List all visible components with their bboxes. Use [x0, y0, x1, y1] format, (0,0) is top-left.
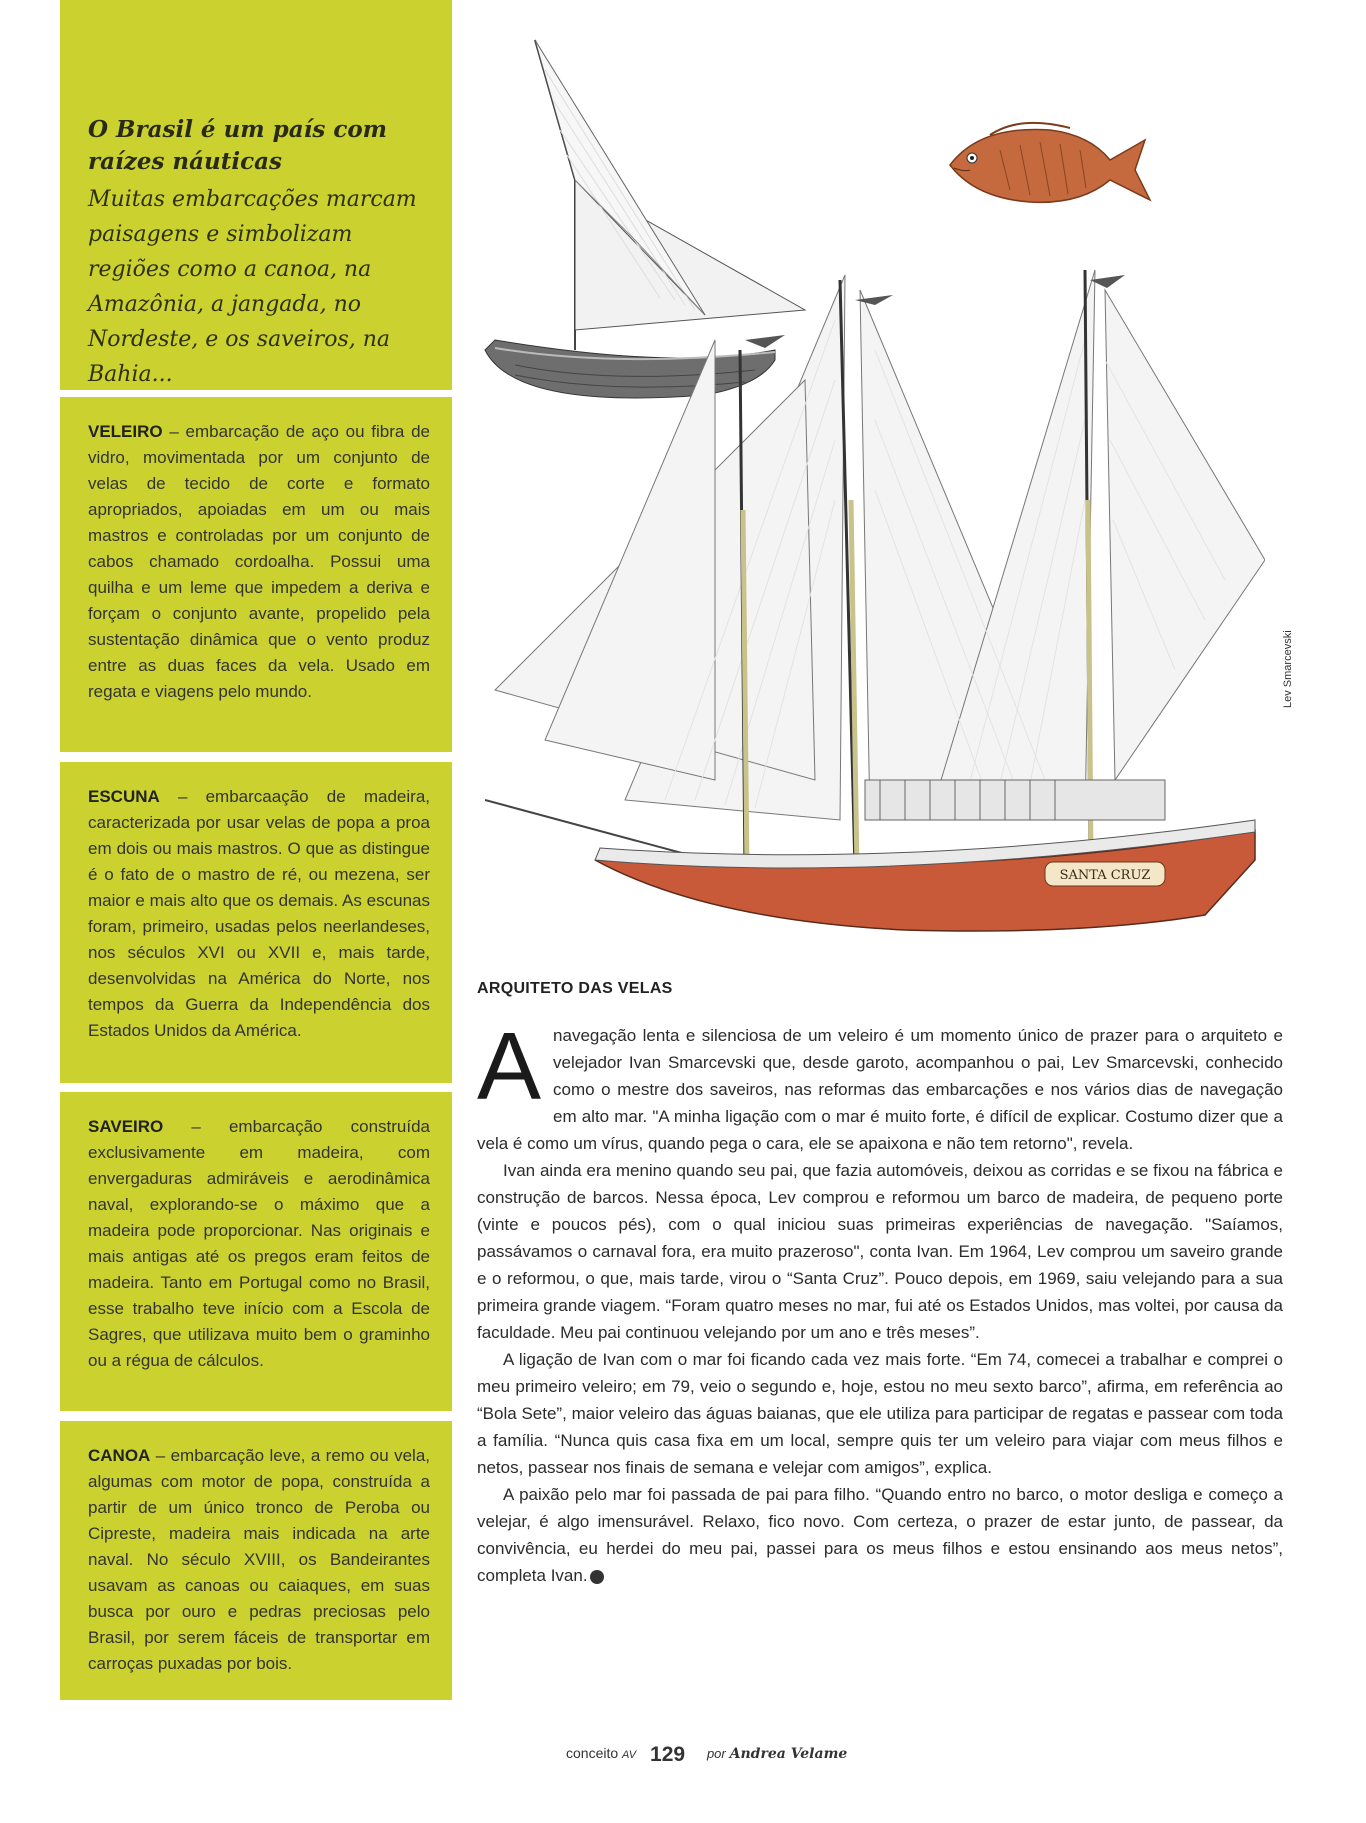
fish-illustration — [940, 110, 1155, 220]
entry-term: CANOA — [88, 1446, 151, 1465]
ship-name: SANTA CRUZ — [1059, 868, 1151, 883]
intro-lead: O Brasil é um país com raízes náuticas — [88, 116, 387, 175]
entry-veleiro — [60, 397, 452, 752]
page-number: 129 — [650, 1743, 686, 1766]
intro-subtitle: Muitas embarcações marcam paisagens e simbolizam regiões como a canoa, na Amazônia, a jangada, no Nordeste, e os saveiros, na Bahia... — [88, 187, 417, 387]
author-name: Andrea Velame — [729, 1746, 848, 1762]
sidebar — [60, 0, 452, 1700]
magazine-brand: conceito — [566, 1745, 619, 1761]
entry-text: – embarcação leve, a remo ou vela, algumas com motor de popa, construída a partir de um único tronco de Peroba ou Cipreste, madeira mais indicada na arte naval. No século XVIII, os Bandeirantes usavam as canoas ou caiaques, em suas busca por ouro e pedras preciosas pelo Brasil, por serem fáceis de transportar em carroças puxadas por bois. — [88, 1446, 430, 1673]
magazine-brand-suffix: AV — [622, 1749, 637, 1761]
entry-saveiro — [60, 1092, 452, 1411]
article-paragraph: A ligação de Ivan com o mar foi ficando cada vez mais forte. “Em 74, comecei a trabalhar e comprei o meu primeiro veleiro; em 79, veio o segundo e, hoje, estou no meu sexto barco”, afirma, em referência ao “Bola Sete”, maior veleiro das águas baianas, que ele utiliza para participar de regatas e passear com toda a família. “Nunca quis casa fixa em um local, sempre quis ter um veleiro para viajar com meus filhos e netos, passear nos finais de semana e velejar com amigos”, explica. — [477, 1350, 1283, 1477]
intro-panel — [60, 0, 452, 390]
article-paragraph — [477, 1013, 1283, 1157]
illustration-credit: Lev Smarcevski — [1282, 630, 1294, 708]
end-of-article-icon: ✕ — [590, 1570, 604, 1584]
article-title: ARQUITETO DAS VELAS — [477, 980, 673, 997]
entry-text: – embarcação construída exclusivamente em madeira, com envergaduras admiráveis e aerodinâmica naval, explorando-se o máximo que a madeira pode proporcionar. Nas originais e mais antigas até os pregos eram feitos de madeira. Tanto em Portugal como no Brasil, esse trabalho teve início com a Escola de Sagres, que utilizava muito bem o graminho ou a régua de cálculos. — [88, 1117, 430, 1370]
schooner-illustration — [485, 260, 1265, 940]
entry-text: – embarcação de aço ou fibra de vidro, movimentada por um conjunto de velas de tecido de corte e formato apropriados, apoiadas em um ou mais mastros e controladas por um conjunto de cabos chamado cordoalha. Possui uma quilha e um leme que impedem a deriva e forçam o conjunto avante, propelido pela sustentação dinâmica que o vento produz entre as duas faces da vela. Usado em regata e viagens pelo mundo. — [88, 422, 430, 701]
entry-term: SAVEIRO — [88, 1117, 164, 1136]
byline-prefix: por — [706, 1746, 726, 1761]
entry-text: – embarcaação de madeira, caracterizada por usar velas de popa a proa em dois ou mais mastros. O que as distingue é o fato de o mastro de ré, ou mezena, ser maior e mais alto que os demais. As escunas foram, primeiro, usadas pelos neerlandeses, nos séculos XVI ou XVII e, mais tarde, desenvolvidas na América do Norte, nos tempos da Guerra da Independência dos Estados Unidos da América. — [88, 787, 430, 1040]
article-paragraph: Ivan ainda era menino quando seu pai, que fazia automóveis, deixou as corridas e se fixou na fábrica e construção de barcos. Nessa época, Lev comprou e reformou um barco de madeira, de pequeno porte (vinte e poucos pés), com o qual iniciou suas primeiras experiências de navegação. "Saíamos, passávamos o carnaval fora, era muito prazeroso", conta Ivan. Em 1964, Lev comprou um saveiro grande e o reformou, o que, mais tarde, virou o “Santa Cruz”. Pouco depois, em 1969, saiu velejando para a sua primeira grande viagem. “Foram quatro meses no mar, fui até os Estados Unidos, mas voltei, por causa da faculdade. Meu pai continuou velejando por um ano e três meses”. — [477, 1161, 1283, 1342]
entry-escuna — [60, 762, 452, 1083]
article-paragraph-text: navegação lenta e silenciosa de um veleiro é um momento único de prazer para o arquiteto e velejador Ivan Smarcevski que, desde garoto, acompanhou o pai, Lev Smarcevski, conhecido como o mestre dos saveiros, nas reformas das embarcações e nos vários dias de navegação em alto mar. "A minha ligação com o mar é muito forte, é difícil de explicar. Costumo dizer que a vela é como um vírus, quando pega o cara, ele se apaixona e não tem retorno", revela. — [477, 1026, 1283, 1153]
article-paragraph-text: A paixão pelo mar foi passada de pai para filho. “Quando entro no barco, o motor desliga e começo a velejar, é algo imensurável. Relaxo, fico novo. Com certeza, o prazer de estar junto, de passear, da convivência, eu herdei do meu pai, passei para os meus filhos e estou ensinando aos meus netos”, completa Ivan. — [477, 1485, 1283, 1585]
article — [477, 980, 1283, 1589]
article-paragraph — [477, 1481, 1283, 1589]
drop-cap: A — [477, 1013, 542, 1120]
page-footer — [566, 1743, 847, 1767]
entry-canoa — [60, 1421, 452, 1700]
entry-term: VELEIRO — [88, 422, 163, 441]
entry-term: ESCUNA — [88, 787, 160, 806]
